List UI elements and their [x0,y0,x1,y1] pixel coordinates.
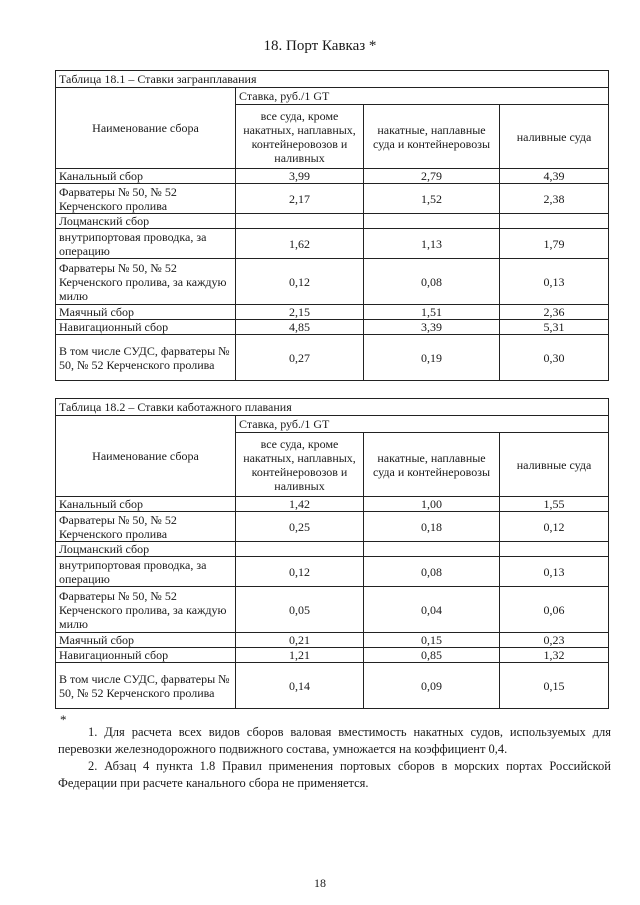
table-row [56,214,609,229]
table-row [56,497,609,512]
header-row [56,88,609,105]
rate-roro-cell: 1,52 [364,184,500,214]
rate-roro-cell: 3,39 [364,320,500,335]
fee-name-cell: В том числе СУДС, фарватеры № 50, № 52 Керченского пролива [56,335,236,381]
header-row [56,416,609,433]
fee-name-cell: Навигационный сбор [56,648,236,663]
rate-tanker-cell: 0,06 [500,587,609,633]
table-caption: Таблица 18.2 – Ставки каботажного плавания [56,399,609,416]
rate-all-cell: 1,21 [236,648,364,663]
table-row [56,663,609,709]
rate-tanker-cell: 2,36 [500,305,609,320]
rate-all-cell: 0,27 [236,335,364,381]
fee-name-cell: Фарватеры № 50, № 52 Керченского пролива, за каждую милю [56,587,236,633]
rate-tanker-cell: 5,31 [500,320,609,335]
table-row [56,259,609,305]
header-roro-vessels: накатные, наплавные суда и контейнеровозы [364,433,500,497]
fee-name-cell: Фарватеры № 50, № 52 Керченского пролива [56,184,236,214]
rate-all-cell: 2,15 [236,305,364,320]
rate-tanker-cell: 0,23 [500,633,609,648]
header-fee-name: Наименование сбора [56,88,236,169]
fee-name-cell: Лоцманский сбор [56,542,236,557]
rate-all-cell: 1,42 [236,497,364,512]
table-caption: Таблица 18.1 – Ставки загранплавания [56,71,609,88]
rate-roro-cell: 0,85 [364,648,500,663]
table-row [56,587,609,633]
rate-roro-cell: 0,15 [364,633,500,648]
fee-name-cell: Фарватеры № 50, № 52 Керченского пролива [56,512,236,542]
rate-roro-cell: 0,09 [364,663,500,709]
table-row [56,320,609,335]
header-fee-name: Наименование сбора [56,416,236,497]
rate-roro-cell: 0,18 [364,512,500,542]
table-caption-row [56,399,609,416]
rate-roro-cell: 0,08 [364,259,500,305]
rates-table-coastal [55,398,609,709]
rate-roro-cell: 0,04 [364,587,500,633]
page-number: 18 [314,876,326,890]
rate-all-cell [236,542,364,557]
header-all-vessels: все суда, кроме накатных, наплавных, контейнеровозов и наливных [236,105,364,169]
table-row [56,169,609,184]
header-tanker-vessels: наливные суда [500,105,609,169]
footnote-item: 1. Для расчета всех видов сборов валовая вместимость накатных судов, используемых для перевозки железнодорожного подвижного состава, умножается на коэффициент 0,4. [58,725,611,756]
header-roro-vessels: накатные, наплавные суда и контейнеровозы [364,105,500,169]
rate-tanker-cell: 2,38 [500,184,609,214]
table-row [56,305,609,320]
fee-name-cell: Канальный сбор [56,169,236,184]
rate-all-cell: 0,12 [236,259,364,305]
rate-roro-cell [364,542,500,557]
rate-tanker-cell: 0,30 [500,335,609,381]
footnote-marker: * [60,712,67,727]
rates-table-foreign [55,70,609,381]
fee-name-cell: Маячный сбор [56,633,236,648]
table-row [56,335,609,381]
table-row [56,512,609,542]
rate-roro-cell: 1,51 [364,305,500,320]
table-row [56,648,609,663]
fee-name-cell: В том числе СУДС, фарватеры № 50, № 52 Керченского пролива [56,663,236,709]
page-title: 18. Порт Кавказ * [263,38,377,54]
table-row [56,557,609,587]
rate-tanker-cell: 0,13 [500,259,609,305]
rate-all-cell: 0,14 [236,663,364,709]
rate-tanker-cell [500,542,609,557]
rate-roro-cell: 1,13 [364,229,500,259]
rate-roro-cell [364,214,500,229]
rate-roro-cell: 0,08 [364,557,500,587]
rate-roro-cell: 1,00 [364,497,500,512]
rate-all-cell: 0,25 [236,512,364,542]
table-row [56,184,609,214]
rate-roro-cell: 2,79 [364,169,500,184]
header-rate: Ставка, руб./1 GT [236,416,609,433]
rate-tanker-cell: 0,13 [500,557,609,587]
rate-all-cell: 1,62 [236,229,364,259]
header-tanker-vessels: наливные суда [500,433,609,497]
header-rate: Ставка, руб./1 GT [236,88,609,105]
table-row [56,229,609,259]
fee-name-cell: Канальный сбор [56,497,236,512]
rate-all-cell: 0,21 [236,633,364,648]
rate-roro-cell: 0,19 [364,335,500,381]
fee-name-cell: внутрипортовая проводка, за операцию [56,557,236,587]
table-row [56,542,609,557]
fee-name-cell: Фарватеры № 50, № 52 Керченского пролива, за каждую милю [56,259,236,305]
header-all-vessels: все суда, кроме накатных, наплавных, контейнеровозов и наливных [236,433,364,497]
fee-name-cell: Лоцманский сбор [56,214,236,229]
rate-tanker-cell: 0,15 [500,663,609,709]
rate-all-cell: 0,05 [236,587,364,633]
rate-all-cell [236,214,364,229]
footnote-item: 2. Абзац 4 пункта 1.8 Правил применения портовых сборов в морских портах Российской Федерации при расчете канального сбора не применяется. [58,759,611,790]
rate-tanker-cell: 4,39 [500,169,609,184]
rate-tanker-cell: 0,12 [500,512,609,542]
fee-name-cell: Маячный сбор [56,305,236,320]
rate-tanker-cell: 1,32 [500,648,609,663]
rate-all-cell: 4,85 [236,320,364,335]
fee-name-cell: Навигационный сбор [56,320,236,335]
rate-all-cell: 0,12 [236,557,364,587]
rate-all-cell: 3,99 [236,169,364,184]
rate-tanker-cell: 1,79 [500,229,609,259]
fee-name-cell: внутрипортовая проводка, за операцию [56,229,236,259]
rate-tanker-cell: 1,55 [500,497,609,512]
table-row [56,633,609,648]
footnotes [58,724,611,792]
rate-all-cell: 2,17 [236,184,364,214]
table-caption-row [56,71,609,88]
rate-tanker-cell [500,214,609,229]
